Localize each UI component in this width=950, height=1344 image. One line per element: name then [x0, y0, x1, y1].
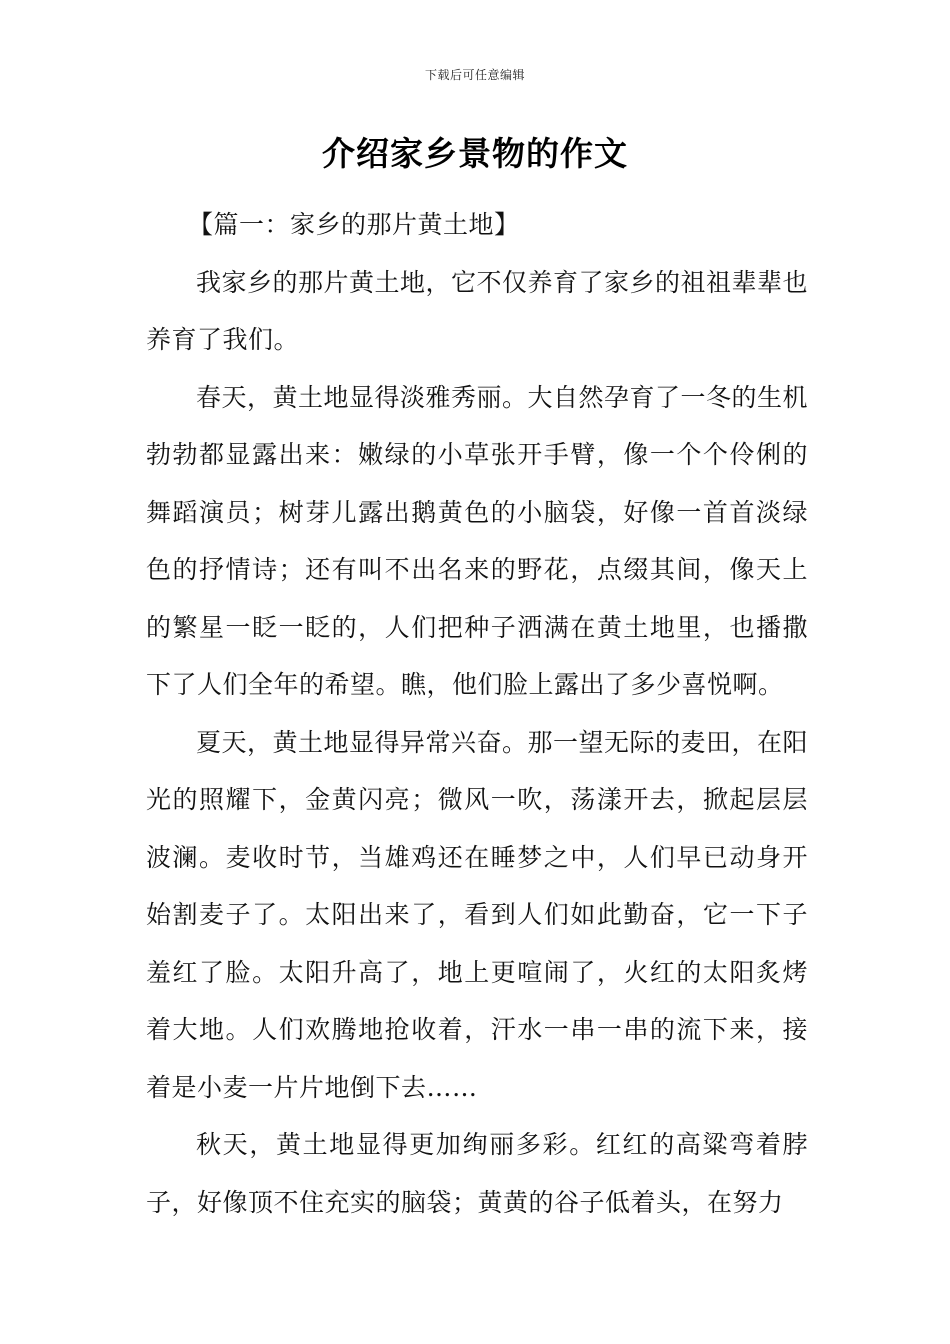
paragraph-spring: 春天，黄土地显得淡雅秀丽。大自然孕育了一冬的生机勃勃都显露出来：嫩绿的小草张开手臂，像一个个伶俐的舞蹈演员；树芽儿露出鹅黄色的小脑袋，好像一首首淡绿色的抒情诗；还有叫不出名来的野花，点缀其间，像天上的繁星一眨一眨的，人们把种子洒满在黄土地里，也播撒下了人们全年的希望。瞧，他们脸上露出了多少喜悦啊。	[146, 382, 809, 699]
paragraph-summer: 夏天，黄土地显得异常兴奋。那一望无际的麦田，在阳光的照耀下，金黄闪亮；微风一吹，荡漾开去，掀起层层波澜。麦收时节，当雄鸡还在睡梦之中，人们早已动身开始割麦子了。太阳出来了，看到人们如此勤奋，它一下子羞红了脸。太阳升高了，地上更喧闹了，火红的太阳炙烤着大地。人们欢腾地抢收着，汗水一串一串的流下来，接着是小麦一片片地倒下去……	[146, 727, 809, 1102]
section-heading: 【篇一：家乡的那片黄土地】	[188, 210, 520, 239]
document-title: 介绍家乡景物的作文	[322, 134, 628, 173]
paragraph-intro: 我家乡的那片黄土地，它不仅养育了家乡的祖祖辈辈也养育了我们。	[146, 267, 809, 354]
header-note: 下载后可任意编辑	[424, 68, 525, 82]
paragraph-autumn: 秋天，黄土地显得更加绚丽多彩。红红的高粱弯着脖子，好像顶不住充实的脑袋；黄黄的谷子低着头，在努力	[146, 1130, 808, 1217]
document-body	[146, 196, 808, 1231]
